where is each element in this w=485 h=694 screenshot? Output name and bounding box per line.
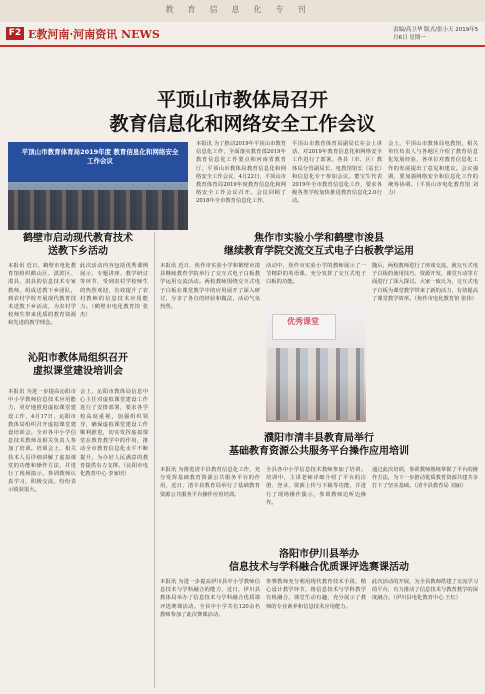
top-band-title: 教育信息化专刊 [165,5,320,14]
column-divider [154,232,155,688]
article-b-col2: 活动中，焦作市实验小学的教师展示了一节精彩的英语课，充分发挥了交互式电子白板的功能。 [266,263,366,286]
page-number-badge: F2 [6,27,24,40]
article-b-col1: 本报讯 近日，焦作市实验小学和鹤壁市浚县继续教育学院举行了交互式电子白板教学运用交流活动。两校教师围绕交互式电子白板在课堂教学中的应用展开了深入研讨，分享了各自的经验和做法，活动气氛热烈。 [160,263,260,311]
article-a-col2: 此次活动内容包括优秀课例展示、专题讲座、教学研讨等环节，受到农村学校师生的热烈欢迎，有效提升了农村教师的信息技术应用能力。（鹤壁市电化教育馆 张杰） [80,263,148,319]
header-rule [0,45,485,47]
lead-text-col1: 本报讯 为了推动2019年平顶山市教育信息化工作，全面落实教育部2019年教育信息化工作要点和河南省教育厅、平顶山市教体局教育信息化和网络安全工作会议，4月22日，平顶山市教育体育局2019年度教育信息化和网络安全工作会议召开。会议回顾了2018年全市教育信息化工作。 [196,141,286,205]
article-b-headline [160,232,478,258]
lead-text-col2: 平顶山市教育体育局副局长在会上讲话，对2019年教育信息化和网络安全工作进行了部署。各县（市、区）教体局分管副局长、电教馆馆长（站长）和信息化专干参加会议。董宝生代表2019年全市教育信息化工作，要求各级各类学校加快推进教育信息化2.0行动。 [292,141,382,205]
article-e-headline [160,548,478,574]
classroom-board-text: 优秀课堂 [287,317,319,326]
article-c-col2: 会上，沁阳市教体局信息中心主任对虚拟课堂建设工作进行了安排部署，要求各学校高度重视，加强组织领导，确保虚拟课堂建设工作顺利推进，切实发挥虚拟课堂在教育教学中的作用，推动全市教育信息化水平不断提升，为办好人民满意的教育提供有力支撑。（沁阳市电化教育中心 李家培） [80,389,148,478]
article-d-col2: 全县各中小学信息技术教师参加了培训。培训中，主讲老师详细介绍了平台的注册、登录、资源上传与下载等功能，并进行了现场操作演示，参训教师边听边操作。 [266,467,366,506]
article-a-headline-line2: 送教下乡活动 [48,246,108,257]
article-e-headline-line2: 信息技术与学科融合优质课评选赛课活动 [229,562,409,573]
lead-headline [0,88,485,136]
lead-headline-line1: 平顶山市教体局召开 [156,89,328,111]
article-d-headline-line1: 濮阳市清丰县教育局举行 [264,433,374,444]
article-a-headline-line1: 鹤壁市启动现代教育技术 [23,233,133,244]
lead-headline-line2: 教育信息化和网络安全工作会议 [109,113,376,135]
article-b-headline-line1: 焦作市实验小学和鹤壁市浚县 [254,233,384,244]
article-e-headline-line1: 洛阳市伊川县举办 [279,549,359,560]
section-title: E教河南·河南资讯 NEWS [28,28,160,41]
article-e-col3: 此次活动的开展，为全县教师搭建了交流学习的平台，有力推动了信息技术与教育教学的深度融合。（伊川县电化教育中心 王红） [372,579,478,602]
lead-photo-banner-text: 平顶山市教育体育局2019年度 教育信息化和网络安全工作会议 [21,148,179,165]
article-c-headline-line2: 虚拟课堂建设培训会 [33,366,123,377]
lead-text-col3: 会上，平顶山市教体局电教馆、相关单位负责人与各地区介绍了教育信息化发展经验，各单位对教育信息化工作的发展提出了意见和建议。会议强调，要加强网络安全和信息化工作的统筹协调。（平顶山市电化教育馆 刘力） [388,141,478,197]
classroom-students [268,348,364,420]
article-c-headline [8,352,148,378]
article-c-headline-line1: 沁阳市教体局组织召开 [28,353,128,364]
article-b-headline-line2: 继续教育学院交流交互式电子白板教学运用 [224,246,414,257]
article-c-col1: 本报讯 为进一步提高沁阳市中小学教师信息技术应用能力，更好地推进虚拟课堂建设工作，4月17日，沁阳市教体局组织召开虚拟课堂建设培训会。全市各中小学信息技术教师及相关负责人参加了培训。培训会上，相关技术人员详细讲解了虚拟课堂的功能和操作方法，并进行了现场演示，参训教师认真学习，积极交流，纷纷表示收获很大。 [8,389,76,494]
lead-photo-audience [8,190,188,230]
article-d-headline-line2: 基础教育资源公共服务平台操作应用培训 [229,446,409,457]
article-e-col1: 本报讯 为进一步提高伊川县中小学教师信息技术与学科融合的能力，近日，伊川县教体局举办了信息技术与学科融合优质课评选赛课活动。全县中小学共有120余名教师参加了此次赛课活动。 [160,579,260,618]
editor-credits: 责编/高卫华 版式/张小天 2019年5月6日 星期一 [393,27,479,41]
article-a-col1: 本报讯 近日，鹤壁市电化教育馆组织鹤山区、淇滨区、浚县、淇县的信息技术专家教师，组成送教下乡团队，到农村学校开展现代教育技术送教下乡活动，为农村学校师生带来优质的教育资源和先进的教学理念。 [8,263,76,327]
article-d-headline [160,432,478,458]
article-b-col3: 随后，两校教师进行了座谈交流，就交互式电子白板的使用技巧、资源开发、课堂互动等方面进行了深入探讨。大家一致认为，交互式电子白板为课堂教学带来了新的活力，有效提高了课堂教学效率。（焦作市电化教育馆 张伟） [372,263,478,302]
article-d-col3: 通过此次培训，参训教师熟练掌握了平台的操作方法，为下一步推动优质教育资源共建共享打下了坚实基础。（清丰县教育局 刘丽） [372,467,478,490]
article-a-headline [8,232,148,258]
article-d-col1: 本报讯 为推进清丰县教育信息化工作，充分发挥基础教育资源公共服务平台的作用，近日，清丰县教育局举行了基础教育资源公共服务平台操作应用培训。 [160,467,260,498]
article-e-col2: 参赛教师充分利用现代教育技术手段，精心设计教学环节，将信息技术与学科教学有机融合，课堂生动有趣，充分展示了教师的专业素养和信息技术应用能力。 [266,579,366,610]
